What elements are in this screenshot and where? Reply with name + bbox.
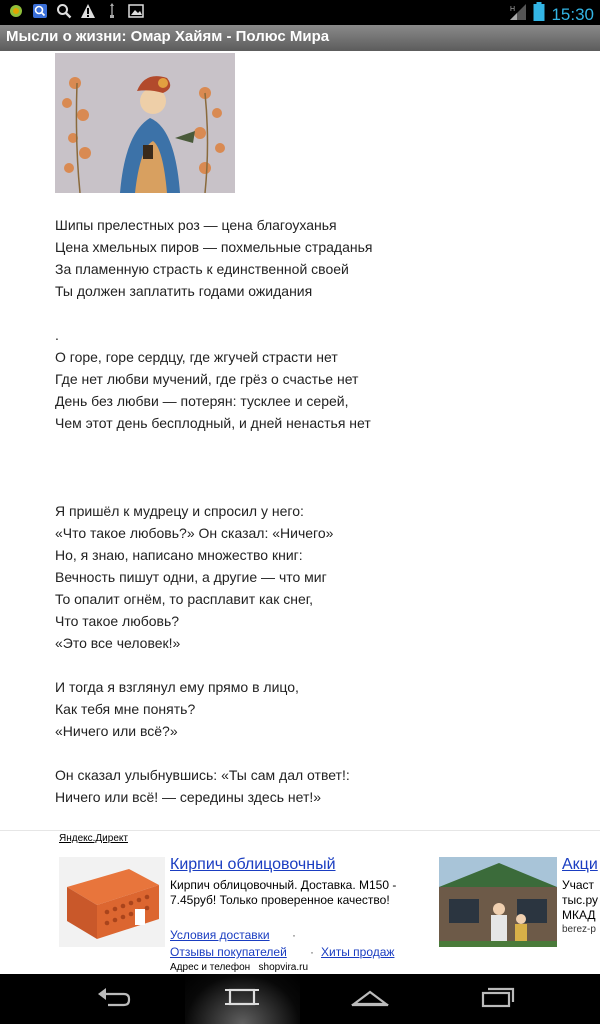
poem-stanza-3 (55, 500, 333, 654)
poem-line: Но, я знаю, написано множество книг: (55, 547, 303, 563)
back-icon (96, 986, 132, 1013)
yandex-direct-link[interactable]: Яндекс.Директ (59, 833, 128, 844)
ad-address-label[interactable]: Адрес и телефон (170, 962, 251, 973)
warning-icon (80, 3, 96, 19)
navigation-bar (0, 974, 600, 1024)
poem-line: И тогда я взглянул ему прямо в лицо, (55, 679, 299, 695)
app-icon (8, 3, 24, 19)
poem-line: «Что такое любовь?» Он сказал: «Ничего» (55, 525, 334, 541)
ad-link-bestsellers[interactable]: Хиты продаж (321, 945, 395, 959)
ad-link-delivery[interactable]: Условия доставки (170, 928, 270, 942)
poem-line: За пламенную страсть к единственной своей (55, 261, 349, 277)
poem-line: Я пришёл к мудрецу и спросил у него: (55, 503, 304, 519)
page-content[interactable] (0, 51, 600, 974)
persian-miniature-image (55, 53, 235, 193)
poem-line: «Это все человек!» (55, 635, 181, 651)
screenshot-button[interactable] (212, 974, 272, 1024)
brick-ad-image[interactable] (59, 857, 165, 947)
ad2-line: МКАД (562, 908, 596, 922)
poem-stanza-2 (55, 346, 371, 434)
ad2-title-link[interactable]: Акци (562, 856, 598, 873)
recent-apps-icon (480, 986, 516, 1013)
poem-line: Что такое любовь? (55, 613, 180, 629)
poem-line: «Ничего или всё?» (55, 723, 178, 739)
home-button[interactable] (340, 974, 400, 1024)
home-icon (351, 986, 389, 1013)
search-app-icon (32, 3, 48, 19)
signal-icon (509, 3, 527, 26)
svg-text:H: H (510, 6, 516, 13)
house-ad-image[interactable] (439, 857, 557, 947)
ad2-description (562, 878, 598, 923)
poem-line: То опалит огнём, то расплавит как снег, (55, 591, 314, 607)
ad2-line: Участ (562, 878, 595, 892)
poem-line: Как тебя мне понять? (55, 701, 196, 717)
recent-apps-button[interactable] (468, 974, 528, 1024)
ad-title-link[interactable]: Кирпич облицовочный (170, 856, 336, 873)
poem-line: Где нет любви мучений, где грёз о счастье нет (55, 371, 359, 387)
search-icon (56, 3, 72, 19)
page-title: Мысли о жизни: Омар Хайям - Полюс Мира (6, 28, 330, 45)
image-icon (128, 3, 144, 19)
poem-line: Шипы прелестных роз — цена благоуханья (55, 217, 337, 233)
browser-title-bar[interactable] (0, 25, 600, 52)
ad-link-separator: · (310, 945, 314, 959)
ad-divider (0, 830, 600, 831)
ad-domain: shopvira.ru (258, 962, 308, 973)
poem-separator-dot (55, 324, 59, 346)
poem-stanza-4 (55, 676, 299, 742)
poem-line: Вечность пишут одни, а другие — что миг (55, 569, 327, 585)
poem-line: Ничего или всё! — середины здесь нет!» (55, 789, 322, 805)
poem-line: Цена хмельных пиров — похмельные страданья (55, 239, 373, 255)
ad2-line: тыс.ру (562, 893, 598, 907)
poem-line: День без любви — потерян: тусклее и серей, (55, 393, 349, 409)
poem-line: Чем этот день бесплодный, и дней ненастья нет (55, 415, 371, 431)
back-button[interactable] (84, 974, 144, 1024)
ad-description: Кирпич облицовочный. Доставка. М150 - 7.45руб! Только проверенное качество! (170, 878, 397, 907)
poem-stanza-5 (55, 764, 350, 808)
poem-line: Ты должен заплатить годами ожидания (55, 283, 313, 299)
recent-screenshot-icon (224, 985, 260, 1014)
ad-link-separator: · (292, 928, 296, 942)
ad2-domain: berez-p (562, 924, 596, 935)
ad-footer (170, 962, 308, 973)
poem-stanza-1 (55, 214, 372, 302)
poem-line: Он сказал улыбнувшись: «Ты сам дал ответ!: (55, 767, 350, 783)
ad-link-reviews[interactable]: Отзывы покупателей (170, 945, 287, 959)
poem-line: О горе, горе сердцу, где жгучей страсти нет (55, 349, 338, 365)
status-bar (0, 0, 600, 25)
battery-icon (533, 2, 545, 27)
status-time: 15:30 (551, 4, 594, 24)
usb-icon (104, 3, 120, 19)
dot-text: . (55, 327, 59, 343)
